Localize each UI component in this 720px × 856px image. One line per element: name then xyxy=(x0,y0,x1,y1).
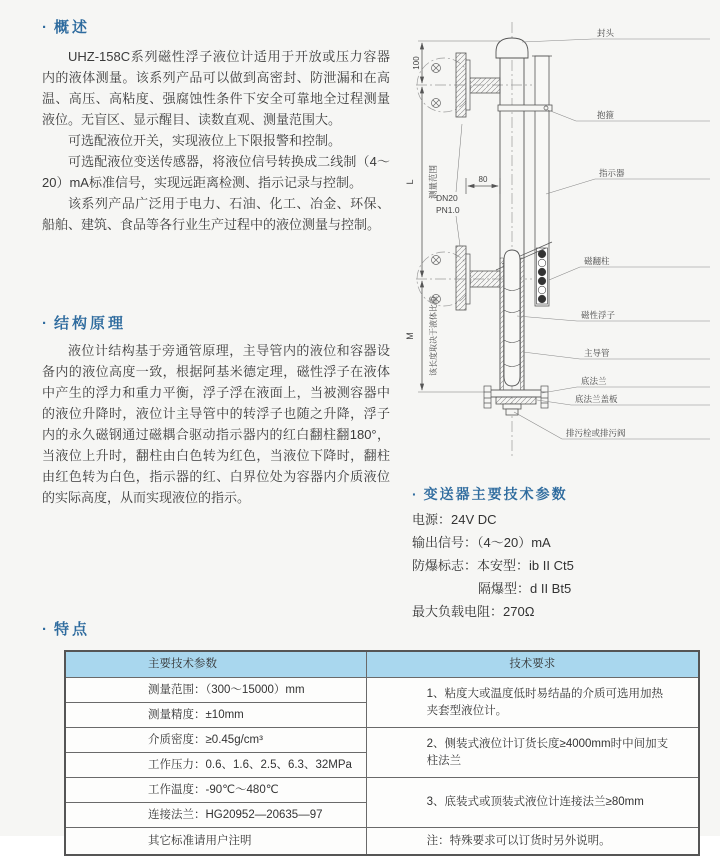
overview-paragraph: 可选配液位开关，实现液位上下限报警和控制。 xyxy=(68,133,342,148)
label-bottom-flange: 底法兰 xyxy=(581,376,607,386)
principle-text xyxy=(42,340,390,508)
overview-paragraph: UHZ-158C系列磁性浮子液位计适用于开放或压力容器内的液体测量。该系列产品可以做到高密封、防泄漏和在高温、高压、高粘度、强腐蚀性条件下安全可靠地全过程测量液位。无盲区、显示醒目、读数直观、测量范围大。 xyxy=(42,49,390,127)
lower-flange-face xyxy=(466,254,470,304)
cell-density: 介质密度：≥0.45g/cm³ xyxy=(65,728,366,753)
cell-temperature: 工作温度：-90℃～480℃ xyxy=(65,778,366,803)
level-gauge-drawing xyxy=(396,8,718,470)
cell-accuracy: 测量精度：±10mm xyxy=(65,703,366,728)
col-header-params: 主要技术参数 xyxy=(65,651,366,678)
transmitter-param: 防爆标志：本安型：ib II Ct5 xyxy=(412,558,574,573)
principle-heading xyxy=(42,312,126,333)
table-row xyxy=(65,728,699,753)
dn-leaders xyxy=(456,124,462,246)
bullet-icon: · xyxy=(412,486,417,502)
transmitter-heading xyxy=(412,484,568,504)
principle-heading-text: 结构原理 xyxy=(54,315,127,332)
col-header-requirements: 技术要求 xyxy=(366,651,699,678)
chamber-wall-left xyxy=(500,258,504,392)
label-float: 磁性浮子 xyxy=(581,310,616,320)
dim-L-label: L xyxy=(405,179,415,185)
cell-other-standard: 其它标准请用户注明 xyxy=(65,828,366,856)
bullet-icon: · xyxy=(42,621,47,638)
drain-plug xyxy=(503,404,521,415)
transmitter-heading-text: 变送器主要技术参数 xyxy=(423,486,568,502)
cell-pressure: 工作压力：0.6、1.6、2.5、6.3、32MPa xyxy=(65,753,366,778)
cell-measure-range: 测量范围：（300～15000）mm xyxy=(65,678,366,703)
label-flip-column: 磁翻柱 xyxy=(584,256,610,266)
transmitter-param: 输出信号：（4～20）mA xyxy=(412,535,551,550)
label-drain: 排污栓或排污阀 xyxy=(566,428,626,438)
transmitter-param: 电源：24V DC xyxy=(412,512,497,527)
callout-texts xyxy=(566,28,626,438)
label-main-tube: 主导管 xyxy=(584,348,610,358)
upper-flange-plate xyxy=(456,53,466,117)
features-heading-text: 特点 xyxy=(54,621,91,638)
overview-paragraph: 该系列产品广泛用于电力、石油、化工、冶金、环保、船舶、建筑、食品等各行业生产过程中的液位测量与控制。 xyxy=(42,196,390,232)
lower-nozzle-pipe xyxy=(466,271,500,287)
label-indicator: 指示器 xyxy=(599,168,625,178)
chamber-wall-right xyxy=(521,258,525,392)
upper-nozzle-pipe xyxy=(466,78,500,93)
level-gauge-diagram xyxy=(396,8,718,474)
cell-requirement-3: 3、底装式或顶装式液位计连接法兰≥80mm xyxy=(366,778,699,828)
spec-table xyxy=(64,650,700,856)
principle-paragraph: 液位计结构基于旁通管原理，主导管内的液位和容器设备内的液位高度一致，根据阿基米德定理，磁性浮子在液体中产生的浮力和重力平衡，浮子浮在液面上，当被测容器中的液位升降时，液位计主导管中的转浮子也随之升降，浮子内的永久磁钢通过磁耦合驱动指示器内的红白翻柱翻180°，当液位上升时，翻柱由白色转为红色，当液位下降时，翻柱由红色转为白色，指示器的红、白界位处为容器内介质液位的实际高度，从而实现液位的指示。 xyxy=(42,343,390,505)
bolt-symbols-upper xyxy=(432,64,441,108)
transmitter-param: 最大负载电阻：270Ω xyxy=(412,604,535,619)
lower-flange-plate xyxy=(456,246,466,310)
pn-label: PN1.0 xyxy=(436,205,460,215)
cell-flange: 连接法兰：HG20952—20635—97 xyxy=(65,803,366,828)
transmitter-params xyxy=(412,508,712,623)
cap-dome xyxy=(496,38,528,58)
upper-flange-face xyxy=(466,60,470,110)
dim-range-label: 测量范围 xyxy=(428,164,438,200)
overview-heading-text: 概述 xyxy=(54,19,91,36)
bottom-flange-cover-plate xyxy=(496,397,536,404)
label-cap: 封头 xyxy=(597,28,615,38)
cell-note: 注：特殊要求可以订货时另外说明。 xyxy=(366,828,699,856)
dim-100-label: 100 xyxy=(412,56,421,70)
dn-label: DN20 xyxy=(436,193,458,203)
cell-requirement-1: 1、粘度大或温度低时易结晶的介质可选用加热夹套型液位计。 xyxy=(366,678,699,728)
table-row xyxy=(65,778,699,803)
features-heading xyxy=(42,618,90,639)
dim-80-label: 80 xyxy=(478,175,488,184)
table-row xyxy=(65,828,699,856)
label-bottom-flange-cover: 底法兰盖板 xyxy=(575,394,618,404)
dim-length-note: 该长度取决于液体比重 xyxy=(429,296,438,376)
bottom-flange-ring xyxy=(490,390,542,397)
overview-paragraph: 可选配液位变送传感器，将液位信号转换成二线制（4～20）mA标准信号，实现远距离检测、指示记录与控制。 xyxy=(42,154,390,190)
bullet-icon: · xyxy=(42,19,47,36)
bullet-icon: · xyxy=(42,315,47,332)
table-row xyxy=(65,678,699,703)
table-header-row xyxy=(65,651,699,678)
overview-heading xyxy=(42,16,90,37)
dim-M-label: M xyxy=(405,332,415,340)
transmitter-param: 隔爆型：d II Bt5 xyxy=(478,581,572,596)
label-clamp: 抱箍 xyxy=(597,110,615,120)
cell-requirement-2: 2、侧装式液位计订货长度≥4000mm时中间加支柱法兰 xyxy=(366,728,699,778)
overview-text xyxy=(42,46,390,235)
